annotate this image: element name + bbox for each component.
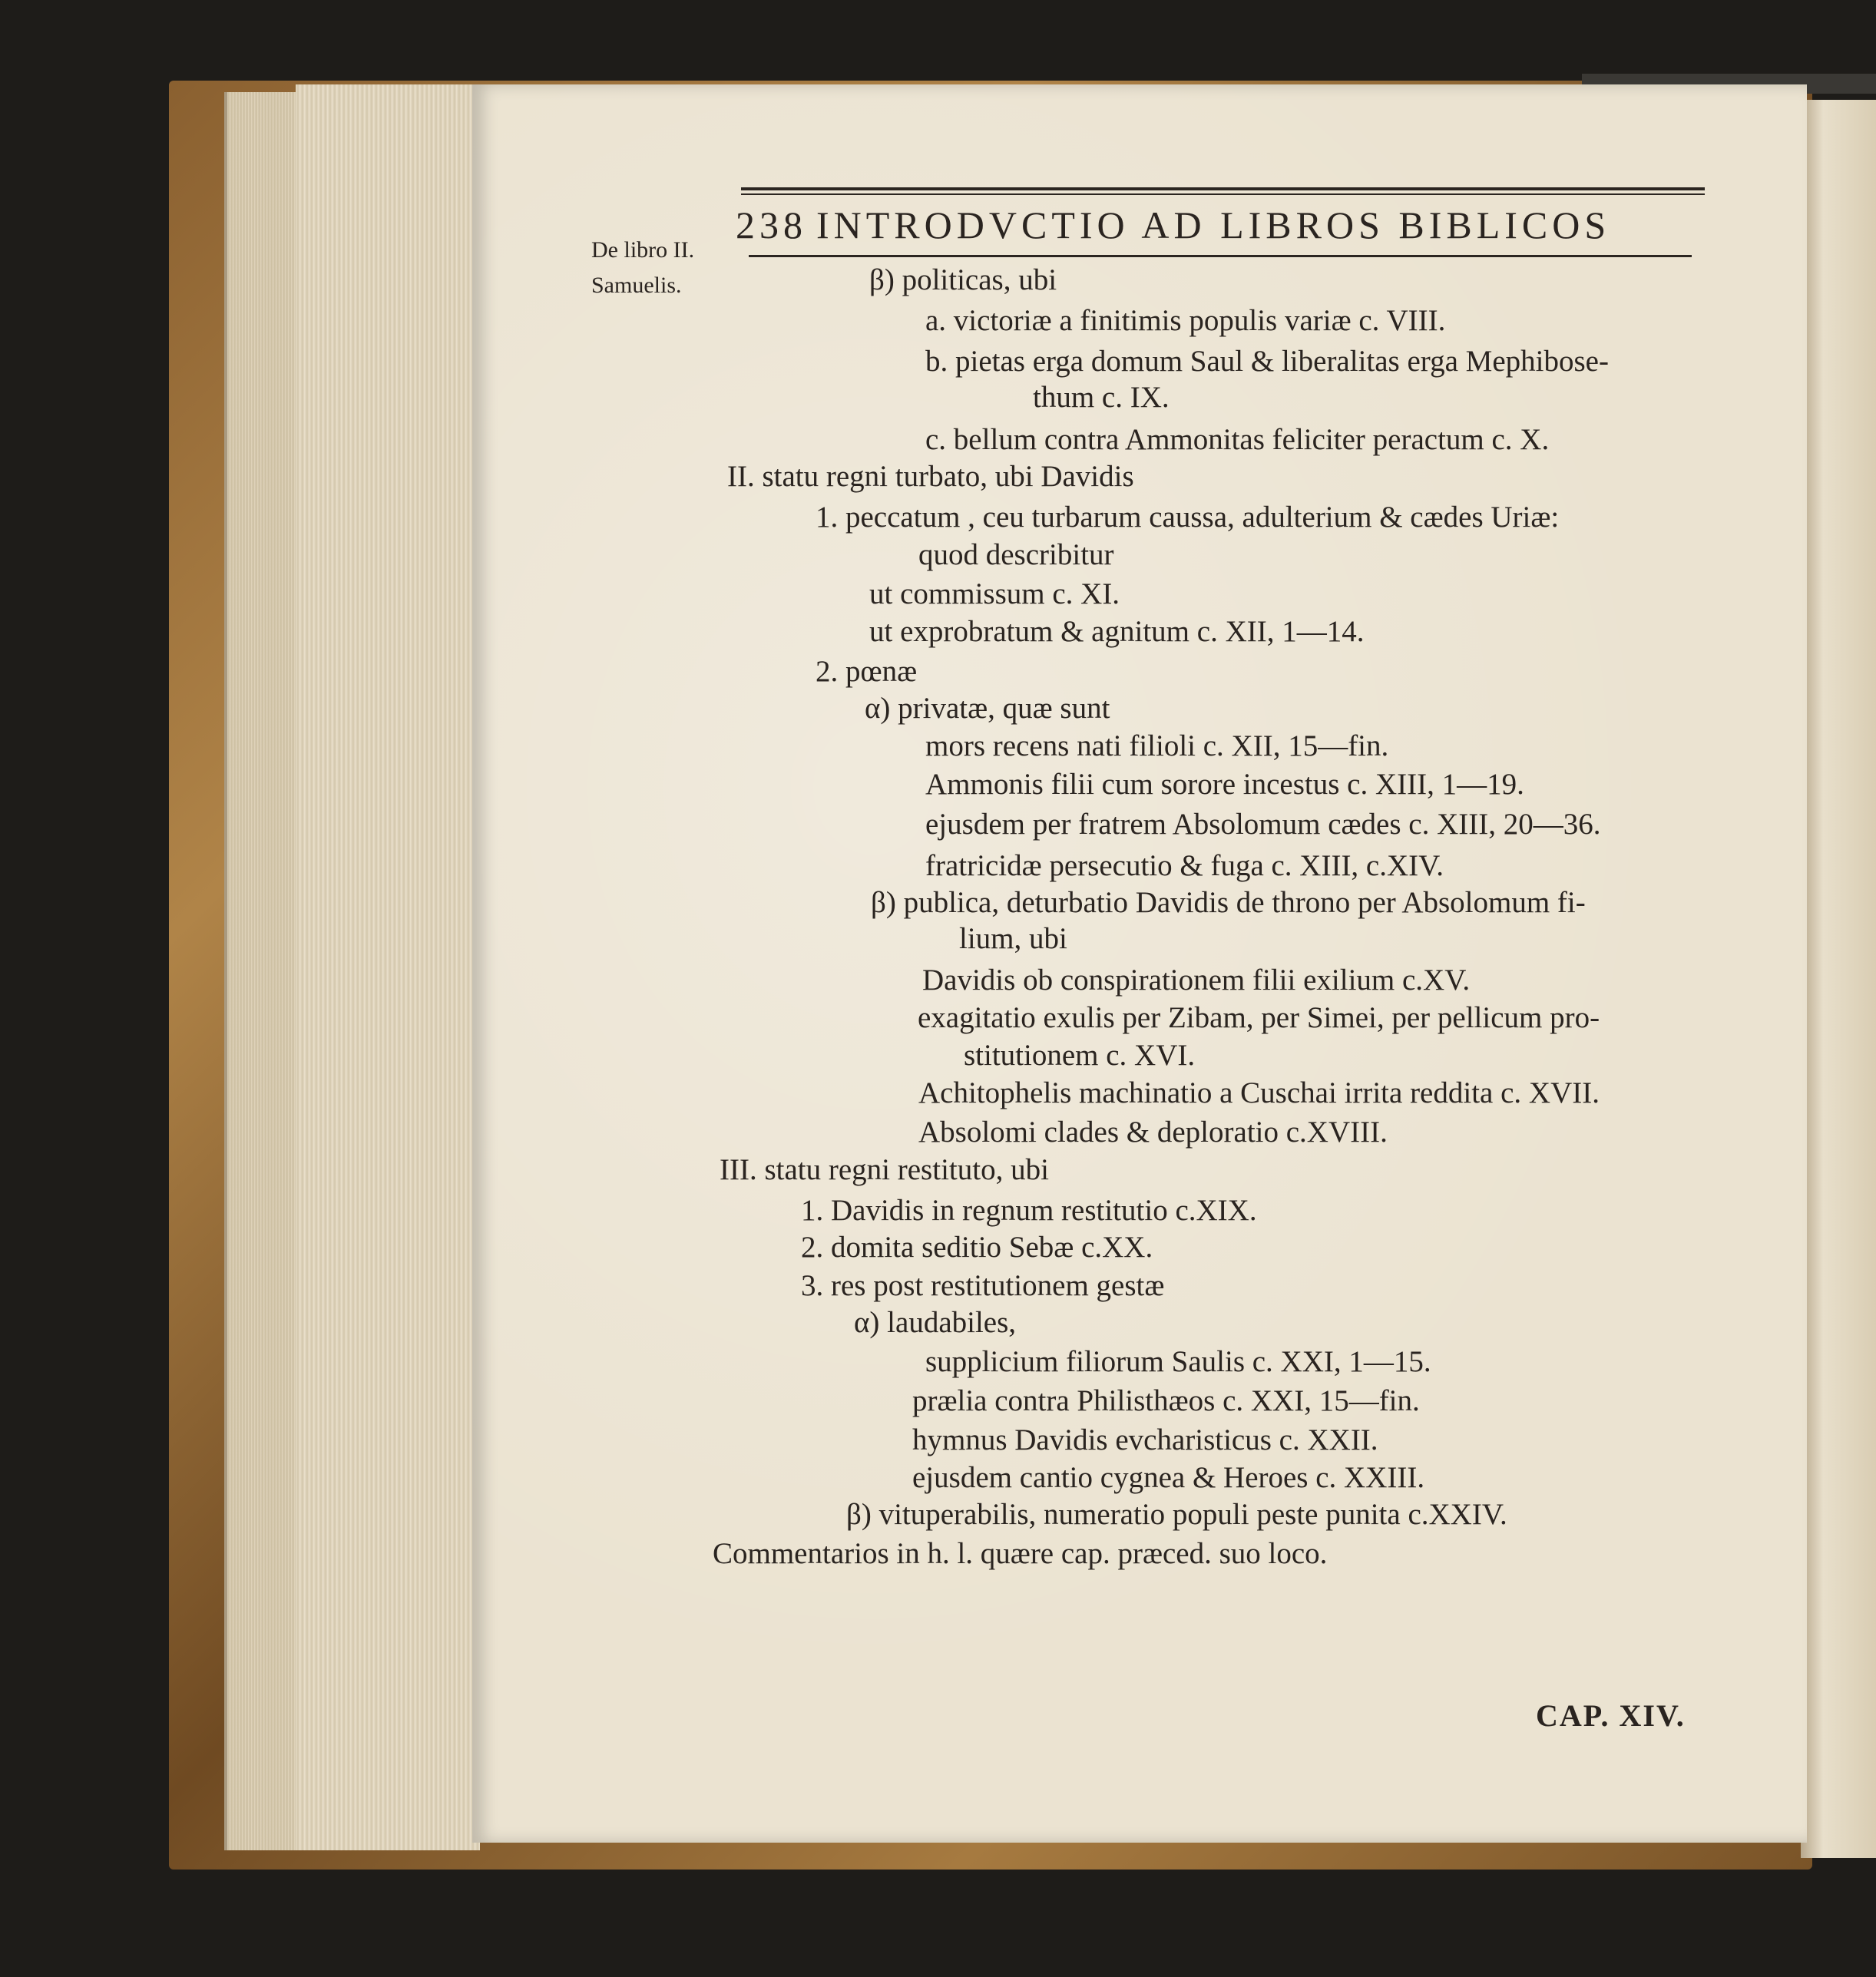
text-line: Ammonis filii cum sorore incestus c. XIII, 1—19. xyxy=(925,768,1524,801)
text-line: β) publica, deturbatio Davidis de throno per Absolomum fi- xyxy=(871,886,1586,919)
header-rule-top xyxy=(741,187,1705,190)
text-line: lium, ubi xyxy=(959,922,1067,955)
page-edges-inner xyxy=(296,84,480,1850)
text-line: β) politicas, ubi xyxy=(869,263,1057,296)
catchword: CAP. XIV. xyxy=(1536,1698,1686,1733)
text-line: 2. domita seditio Sebæ c.XX. xyxy=(801,1231,1153,1264)
text-line: β) vituperabilis, numeratio populi peste punita c.XXIV. xyxy=(846,1498,1507,1531)
text-line: stitutionem c. XVI. xyxy=(964,1039,1196,1072)
text-line: 1. peccatum , ceu turbarum caussa, adulterium & cædes Uriæ: xyxy=(816,501,1560,534)
margin-note-line1: De libro II. xyxy=(591,237,695,263)
header-rule-bottom xyxy=(749,255,1692,257)
text-line: prælia contra Philisthæos c. XXI, 15—fin. xyxy=(912,1384,1420,1417)
text-line: supplicium filiorum Saulis c. XXI, 1—15. xyxy=(925,1345,1431,1378)
text-line: II. statu regni turbato, ubi Davidis xyxy=(727,460,1134,493)
margin-note-line2: Samuelis. xyxy=(591,273,682,298)
text-line: c. bellum contra Ammonitas feliciter peractum c. X. xyxy=(925,423,1550,456)
text-line: α) laudabiles, xyxy=(854,1306,1017,1339)
facing-page-edge xyxy=(1801,100,1876,1858)
running-title: INTRODVCTIO AD LIBROS BIBLICOS xyxy=(816,203,1611,246)
text-line: 1. Davidis in regnum restitutio c.XIX. xyxy=(801,1194,1257,1227)
text-line: exagitatio exulis per Zibam, per Simei, per pellicum pro- xyxy=(918,1001,1600,1034)
text-line: ejusdem per fratrem Absolomum cædes c. XIII, 20—36. xyxy=(925,808,1601,841)
text-line: quod describitur xyxy=(918,538,1114,571)
text-line: α) privatæ, quæ sunt xyxy=(865,692,1110,725)
text-line: fratricidæ persecutio & fuga c. XIII, c.XIV. xyxy=(925,849,1444,882)
text-line: ejusdem cantio cygnea & Heroes c. XXIII. xyxy=(912,1461,1425,1494)
text-line: 3. res post restitutionem gestæ xyxy=(801,1269,1165,1302)
text-line: hymnus Davidis evcharisticus c. XXII. xyxy=(912,1423,1378,1456)
text-line: mors recens nati filioli c. XII, 15—fin. xyxy=(925,729,1389,762)
page-number: 238 xyxy=(736,203,807,246)
text-line: ut exprobratum & agnitum c. XII, 1—14. xyxy=(869,615,1365,648)
text-line: b. pietas erga domum Saul & liberalitas erga Mephibose- xyxy=(925,345,1609,378)
text-line: 2. pœnæ xyxy=(816,655,918,688)
text-line: thum c. IX. xyxy=(1033,381,1170,414)
text-line: a. victoriæ a finitimis populis variæ c. VIII. xyxy=(925,304,1446,337)
text-line: Achitophelis machinatio a Cuschai irrita reddita c. XVII. xyxy=(918,1076,1600,1109)
header-rule-top-thin xyxy=(741,193,1705,195)
text-line: III. statu regni restituto, ubi xyxy=(720,1153,1049,1186)
page-edges-left xyxy=(224,92,304,1850)
text-line: ut commissum c. XI. xyxy=(869,577,1120,610)
text-line: Davidis ob conspirationem filii exilium c.XV. xyxy=(922,964,1471,997)
text-line: Commentarios in h. l. quære cap. præced. suo loco. xyxy=(713,1537,1328,1570)
text-line: Absolomi clades & deploratio c.XVIII. xyxy=(918,1116,1388,1149)
